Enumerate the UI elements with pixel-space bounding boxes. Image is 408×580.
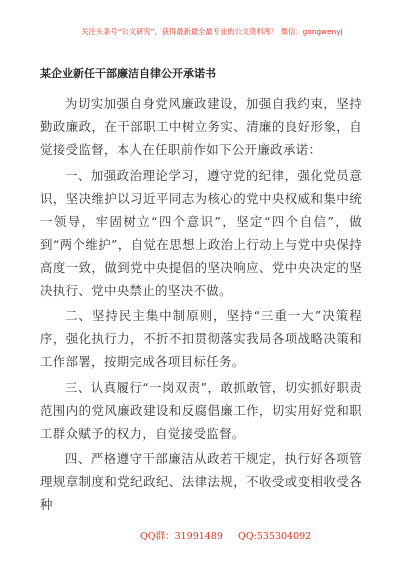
promo-header: 关注头条号“公文研究”，获得最新最全最专业的公文资料库！ 微信：gongwenyj [81, 27, 343, 36]
contact-footer: QQ群：31991489 QQ:535304092 [140, 531, 312, 542]
commitment-paragraph-1: 一、加强政治理论学习，遵守党的纪律，强化党员意识，坚决维护以习近平同志为核心的党中央权威和集中统一领导，牢固树立“四个意识”，坚定“四个自信”，做到“两个维护”，自觉在思想上政治上行动上与党中央保持高度一致，做到党中央提倡的坚决响应、党中央决定的坚决执行、党中央禁止的坚决不做。 [40, 167, 362, 298]
document-body [40, 92, 362, 519]
intro-paragraph: 为切实加强自身党风廉政建设，加强自我约束，坚持勤政廉政，在干部职工中树立务实、清廉的良好形象，自觉接受监督，本人在任职前作如下公开廉政承诺： [40, 96, 362, 157]
commitment-paragraph-4: 四、严格遵守干部廉洁从政若干规定，执行好各项管理规章制度和党纪政纪、法律法规，不收受或变相收受各种 [40, 451, 362, 512]
document-title: 某企业新任干部廉洁自律公开承诺书 [40, 67, 216, 80]
commitment-paragraph-3: 三、认真履行“一岗双责”，敢抓敢管，切实抓好职责范围内的党风廉政建设和反腐倡廉工作，切实用好党和职工群众赋予的权力，自觉接受监督。 [40, 379, 362, 441]
commitment-paragraph-2: 二、坚持民主集中制原则，坚持“三重一大”决策程序，强化执行力，不折不扣贯彻落实我局各项战略决策和工作部署，按期完成各项目标任务。 [40, 308, 362, 369]
